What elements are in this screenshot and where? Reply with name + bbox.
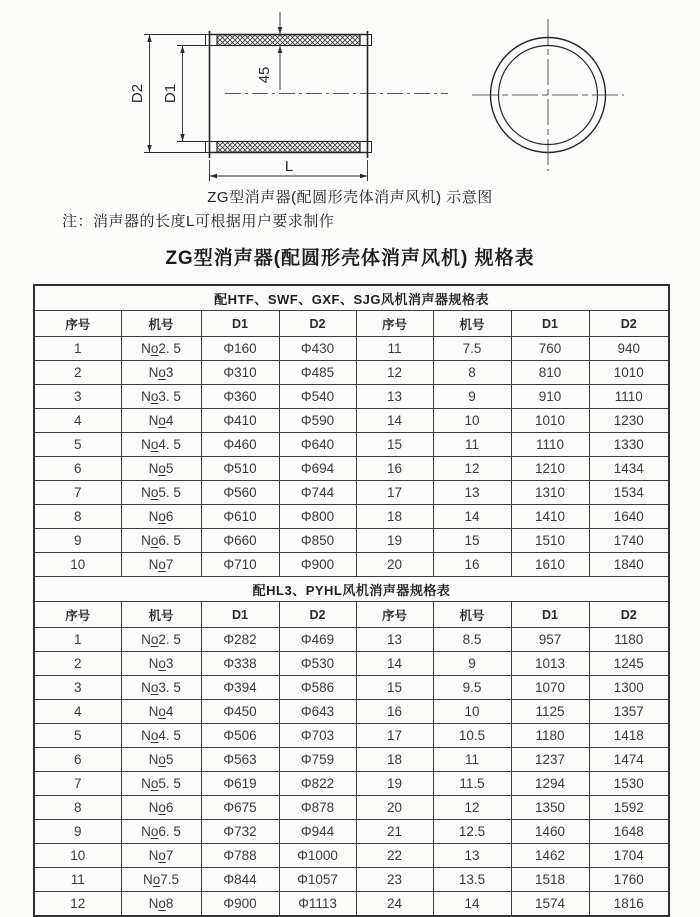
table-cell: 11.5 <box>433 772 511 796</box>
table-cell: 17 <box>356 481 433 505</box>
column-header: 机号 <box>121 602 201 628</box>
table-cell: 1640 <box>589 505 669 529</box>
table-cell: 1110 <box>589 385 669 409</box>
table-cell: 10.5 <box>433 724 511 748</box>
table-cell: Φ430 <box>279 337 356 361</box>
column-header: D1 <box>511 602 589 628</box>
table-section-title: 配HL3、PYHL风机消声器规格表 <box>34 577 669 602</box>
page-title: ZG型消声器(配圆形壳体消声风机) 规格表 <box>165 248 535 269</box>
column-header: D1 <box>511 311 589 337</box>
table-cell: No2. 5 <box>121 337 201 361</box>
table-cell: 12.5 <box>433 820 511 844</box>
column-header: 序号 <box>356 311 433 337</box>
table-cell: 9 <box>433 652 511 676</box>
table-cell: 16 <box>356 700 433 724</box>
table-cell: 1 <box>34 628 121 652</box>
table-cell: 13 <box>433 481 511 505</box>
figure-note: 注：消声器的长度L可根据用户要求制作 <box>62 213 335 230</box>
table-cell: 20 <box>356 553 433 577</box>
table-cell: Φ675 <box>201 796 279 820</box>
table-cell: No3. 5 <box>121 676 201 700</box>
table-cell: Φ900 <box>279 553 356 577</box>
table-cell: 9 <box>34 529 121 553</box>
table-cell: 1125 <box>511 700 589 724</box>
table-cell: 12 <box>34 892 121 917</box>
table-row <box>34 361 669 385</box>
table-cell: 14 <box>356 409 433 433</box>
table-cell: No5. 5 <box>121 772 201 796</box>
table-cell: 1592 <box>589 796 669 820</box>
dimension-d1 <box>162 46 210 142</box>
table-cell: 1648 <box>589 820 669 844</box>
table-cell: 1418 <box>589 724 669 748</box>
table-cell: 10 <box>433 700 511 724</box>
table-cell: No4. 5 <box>121 724 201 748</box>
column-header: D2 <box>279 311 356 337</box>
table-cell: 2 <box>34 361 121 385</box>
table-cell: Φ1113 <box>279 892 356 917</box>
table-cell: 1530 <box>589 772 669 796</box>
table-cell: 10 <box>433 409 511 433</box>
table-cell: Φ450 <box>201 700 279 724</box>
table-cell: 13 <box>356 628 433 652</box>
table-cell: 11 <box>34 868 121 892</box>
table-cell: 21 <box>356 820 433 844</box>
table-cell: 4 <box>34 409 121 433</box>
table-cell: Φ510 <box>201 457 279 481</box>
table-cell: 8.5 <box>433 628 511 652</box>
table-cell: No5 <box>121 457 201 481</box>
table-cell: 1013 <box>511 652 589 676</box>
table-cell: 15 <box>356 433 433 457</box>
table-cell: Φ788 <box>201 844 279 868</box>
table-cell: Φ560 <box>201 481 279 505</box>
table-cell: 10 <box>34 553 121 577</box>
column-header: 机号 <box>121 311 201 337</box>
table-row <box>34 433 669 457</box>
table-cell: 1294 <box>511 772 589 796</box>
dim-label-d1: D1 <box>162 83 179 104</box>
table-cell: 1510 <box>511 529 589 553</box>
column-header: 机号 <box>433 311 511 337</box>
table-cell: 1180 <box>589 628 669 652</box>
column-header: D2 <box>589 311 669 337</box>
table-cell: Φ469 <box>279 628 356 652</box>
table-cell: 1840 <box>589 553 669 577</box>
table-cell: 1310 <box>511 481 589 505</box>
table-cell: No2. 5 <box>121 628 201 652</box>
table-cell: 1180 <box>511 724 589 748</box>
table-cell: 14 <box>433 892 511 917</box>
table-row <box>34 844 669 868</box>
table-cell: No7 <box>121 553 201 577</box>
column-header: D2 <box>279 602 356 628</box>
table-cell: 9 <box>433 385 511 409</box>
table-cell: Φ660 <box>201 529 279 553</box>
table-row <box>34 724 669 748</box>
table-cell: No3 <box>121 652 201 676</box>
table-row <box>34 772 669 796</box>
table-row <box>34 337 669 361</box>
table-cell: 8 <box>34 796 121 820</box>
spec-table-body <box>34 285 669 916</box>
dim-label-length: L <box>284 158 294 175</box>
table-cell: 19 <box>356 772 433 796</box>
table-row <box>34 529 669 553</box>
table-cell: 1704 <box>589 844 669 868</box>
table-cell: Φ394 <box>201 676 279 700</box>
table-cell: 1410 <box>511 505 589 529</box>
table-cell: Φ822 <box>279 772 356 796</box>
table-cell: 1760 <box>589 868 669 892</box>
table-cell: No6. 5 <box>121 529 201 553</box>
table-section-title: 配HTF、SWF、GXF、SJG风机消声器规格表 <box>34 285 669 311</box>
table-cell: 810 <box>511 361 589 385</box>
table-cell: Φ900 <box>201 892 279 917</box>
table-cell: Φ944 <box>279 820 356 844</box>
table-cell: 1518 <box>511 868 589 892</box>
table-cell: Φ1057 <box>279 868 356 892</box>
table-cell: Φ844 <box>201 868 279 892</box>
table-cell: 16 <box>356 457 433 481</box>
table-cell: Φ338 <box>201 652 279 676</box>
table-section-row <box>34 285 669 311</box>
table-cell: 5 <box>34 433 121 457</box>
table-cell: 22 <box>356 844 433 868</box>
table-cell: 23 <box>356 868 433 892</box>
table-cell: Φ610 <box>201 505 279 529</box>
table-cell: 1434 <box>589 457 669 481</box>
table-cell: 1010 <box>511 409 589 433</box>
table-cell: Φ282 <box>201 628 279 652</box>
table-cell: No3. 5 <box>121 385 201 409</box>
table-cell: No3 <box>121 361 201 385</box>
column-header: 机号 <box>433 602 511 628</box>
table-cell: 7 <box>34 481 121 505</box>
table-cell: 1330 <box>589 433 669 457</box>
table-cell: 12 <box>356 361 433 385</box>
table-cell: 11 <box>433 748 511 772</box>
table-row <box>34 676 669 700</box>
table-cell: 6 <box>34 748 121 772</box>
table-cell: 9 <box>34 820 121 844</box>
table-cell: 1230 <box>589 409 669 433</box>
dim-label-thickness: 45 <box>256 66 273 84</box>
silencer-drawing-svg <box>0 0 700 186</box>
table-row <box>34 748 669 772</box>
table-cell: 12 <box>433 796 511 820</box>
table-cell: 1210 <box>511 457 589 481</box>
table-cell: Φ310 <box>201 361 279 385</box>
table-cell: No8 <box>121 892 201 917</box>
table-cell: 12 <box>433 457 511 481</box>
table-cell: 1357 <box>589 700 669 724</box>
table-cell: 1462 <box>511 844 589 868</box>
table-cell: 1 <box>34 337 121 361</box>
silencer-front-view <box>472 19 624 171</box>
table-cell: Φ1000 <box>279 844 356 868</box>
table-row <box>34 481 669 505</box>
table-cell: 8 <box>34 505 121 529</box>
table-row <box>34 892 669 917</box>
table-cell: 19 <box>356 529 433 553</box>
table-cell: 7 <box>34 772 121 796</box>
table-cell: 17 <box>356 724 433 748</box>
dimension-thickness <box>256 12 282 90</box>
table-cell: 15 <box>433 529 511 553</box>
table-cell: 1010 <box>589 361 669 385</box>
table-row <box>34 505 669 529</box>
table-cell: No5. 5 <box>121 481 201 505</box>
table-header-row <box>34 602 669 628</box>
table-cell: 9.5 <box>433 676 511 700</box>
table-cell: 760 <box>511 337 589 361</box>
table-cell: Φ643 <box>279 700 356 724</box>
table-cell: Φ850 <box>279 529 356 553</box>
table-cell: 14 <box>356 652 433 676</box>
table-cell: Φ485 <box>279 361 356 385</box>
table-cell: 1610 <box>511 553 589 577</box>
table-cell: 1574 <box>511 892 589 917</box>
table-cell: 13 <box>356 385 433 409</box>
table-cell: 4 <box>34 700 121 724</box>
table-cell: 1237 <box>511 748 589 772</box>
table-header-row <box>34 311 669 337</box>
table-cell: Φ506 <box>201 724 279 748</box>
table-cell: No4 <box>121 409 201 433</box>
table-cell: No4. 5 <box>121 433 201 457</box>
table-cell: 1460 <box>511 820 589 844</box>
table-row <box>34 700 669 724</box>
table-cell: 18 <box>356 505 433 529</box>
technical-drawing <box>0 0 700 186</box>
table-cell: 11 <box>433 433 511 457</box>
table-cell: 13.5 <box>433 868 511 892</box>
table-cell: 1534 <box>589 481 669 505</box>
table-cell: Φ540 <box>279 385 356 409</box>
table-cell: 1350 <box>511 796 589 820</box>
table-cell: 1474 <box>589 748 669 772</box>
table-cell: 957 <box>511 628 589 652</box>
column-header: 序号 <box>356 602 433 628</box>
table-cell: Φ640 <box>279 433 356 457</box>
table-cell: Φ759 <box>279 748 356 772</box>
table-cell: No5 <box>121 748 201 772</box>
table-row <box>34 652 669 676</box>
table-row <box>34 553 669 577</box>
table-cell: Φ703 <box>279 724 356 748</box>
table-cell: Φ590 <box>279 409 356 433</box>
table-section-row <box>34 577 669 602</box>
column-header: 序号 <box>34 311 121 337</box>
table-row <box>34 796 669 820</box>
table-cell: Φ710 <box>201 553 279 577</box>
table-cell: Φ744 <box>279 481 356 505</box>
table-cell: 1070 <box>511 676 589 700</box>
table-cell: 910 <box>511 385 589 409</box>
table-row <box>34 457 669 481</box>
table-cell: Φ694 <box>279 457 356 481</box>
column-header: D2 <box>589 602 669 628</box>
table-cell: 3 <box>34 676 121 700</box>
table-cell: 940 <box>589 337 669 361</box>
table-cell: 1245 <box>589 652 669 676</box>
table-cell: 14 <box>433 505 511 529</box>
table-cell: No6 <box>121 505 201 529</box>
table-cell: 7.5 <box>433 337 511 361</box>
table-cell: 24 <box>356 892 433 917</box>
table-cell: 3 <box>34 385 121 409</box>
silencer-side-view <box>206 31 449 158</box>
table-cell: 16 <box>433 553 511 577</box>
table-cell: Φ878 <box>279 796 356 820</box>
table-cell: 20 <box>356 796 433 820</box>
dimension-length <box>210 158 368 181</box>
table-cell: Φ360 <box>201 385 279 409</box>
table-cell: 8 <box>433 361 511 385</box>
table-cell: Φ619 <box>201 772 279 796</box>
spec-table <box>33 284 670 917</box>
table-cell: No7 <box>121 844 201 868</box>
column-header: 序号 <box>34 602 121 628</box>
table-row <box>34 385 669 409</box>
table-cell: 1110 <box>511 433 589 457</box>
column-header: D1 <box>201 602 279 628</box>
dim-label-d2: D2 <box>129 83 146 104</box>
figure-caption: ZG型消声器(配圆形壳体消声风机) 示意图 <box>207 189 493 206</box>
table-cell: 2 <box>34 652 121 676</box>
table-cell: 15 <box>356 676 433 700</box>
table-cell: Φ732 <box>201 820 279 844</box>
table-cell: Φ530 <box>279 652 356 676</box>
table-cell: Φ160 <box>201 337 279 361</box>
table-cell: 5 <box>34 724 121 748</box>
table-row <box>34 868 669 892</box>
table-cell: Φ563 <box>201 748 279 772</box>
table-row <box>34 628 669 652</box>
table-cell: 18 <box>356 748 433 772</box>
table-cell: 10 <box>34 844 121 868</box>
table-cell: No6 <box>121 796 201 820</box>
table-cell: No7.5 <box>121 868 201 892</box>
table-cell: 13 <box>433 844 511 868</box>
table-row <box>34 820 669 844</box>
table-cell: 6 <box>34 457 121 481</box>
table-cell: 1816 <box>589 892 669 917</box>
column-header: D1 <box>201 311 279 337</box>
table-cell: Φ586 <box>279 676 356 700</box>
table-cell: No4 <box>121 700 201 724</box>
table-cell: No6. 5 <box>121 820 201 844</box>
table-row <box>34 409 669 433</box>
table-cell: Φ410 <box>201 409 279 433</box>
table-cell: Φ460 <box>201 433 279 457</box>
table-cell: 11 <box>356 337 433 361</box>
table-cell: 1740 <box>589 529 669 553</box>
table-cell: Φ800 <box>279 505 356 529</box>
table-cell: 1300 <box>589 676 669 700</box>
